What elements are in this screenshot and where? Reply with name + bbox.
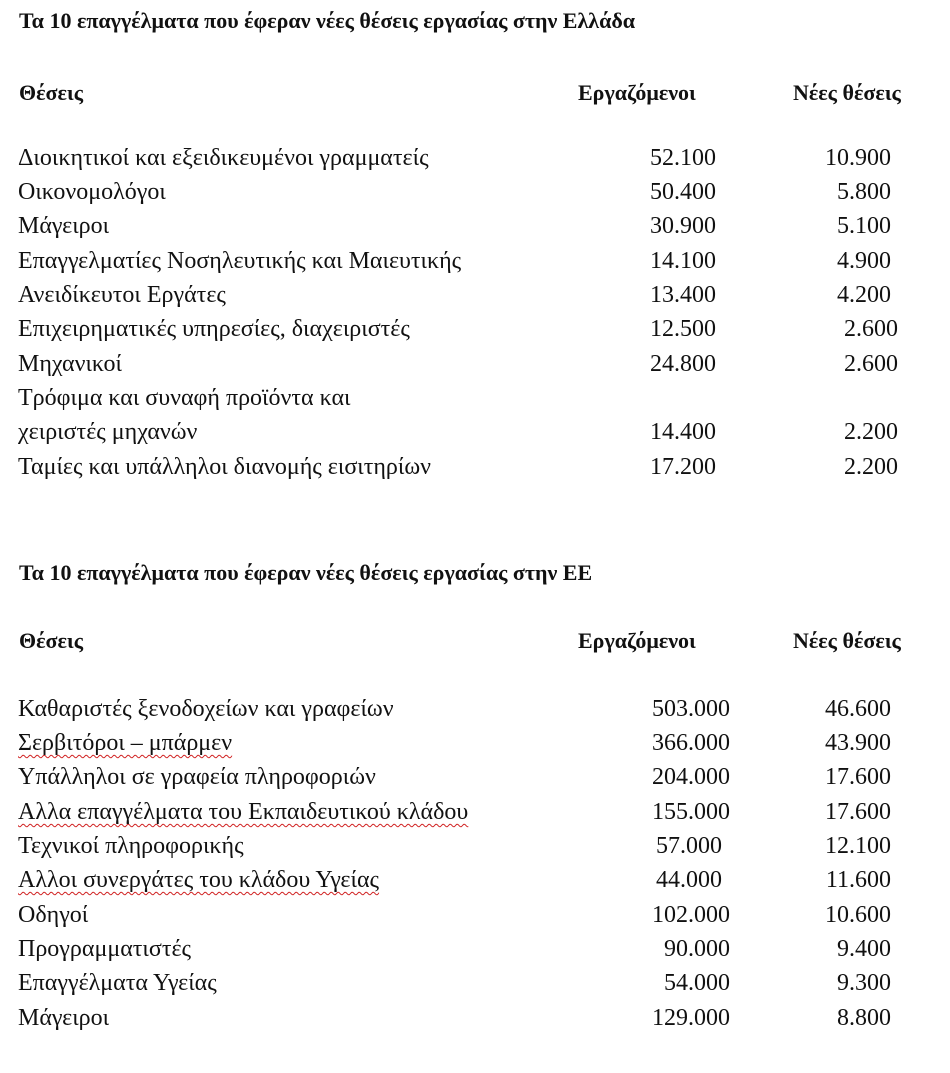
row-label: Μηχανικοί xyxy=(18,351,122,377)
employed-value: 50.400 xyxy=(650,179,716,205)
new-jobs-value: 10.900 xyxy=(825,145,891,171)
new-jobs-value: 2.600 xyxy=(844,316,898,342)
row-label: Προγραμματιστές xyxy=(18,936,192,962)
employed-value: 30.900 xyxy=(650,213,716,239)
new-jobs-value: 10.600 xyxy=(825,902,891,928)
row-label: Καθαριστές ξενοδοχείων και γραφείων xyxy=(18,696,394,722)
new-jobs-value: 2.600 xyxy=(844,351,898,377)
employed-value: 12.500 xyxy=(650,316,716,342)
column-header-new-jobs: Νέες θέσεις xyxy=(793,80,901,105)
employed-value: 17.200 xyxy=(650,454,716,480)
employed-value: 503.000 xyxy=(652,696,730,722)
employed-value: 54.000 xyxy=(664,970,730,996)
new-jobs-value: 4.900 xyxy=(837,248,891,274)
row-label: Επαγγελματίες Νοσηλευτικής και Μαιευτικής xyxy=(18,248,462,274)
column-header-new-jobs: Νέες θέσεις xyxy=(793,628,901,653)
new-jobs-value: 4.200 xyxy=(837,282,891,308)
new-jobs-value: 17.600 xyxy=(825,799,891,825)
row-label: Υπάλληλοι σε γραφεία πληροφοριών xyxy=(18,764,376,790)
new-jobs-value: 9.400 xyxy=(837,936,891,962)
employed-value: 102.000 xyxy=(652,902,730,928)
employed-value: 52.100 xyxy=(650,145,716,171)
employed-value: 13.400 xyxy=(650,282,716,308)
row-label: Διοικητικοί και εξειδικευμένοι γραμματείς xyxy=(18,145,429,171)
employed-value: 57.000 xyxy=(656,833,722,859)
new-jobs-value: 5.800 xyxy=(837,179,891,205)
section-title: Τα 10 επαγγέλματα που έφεραν νέες θέσεις εργασίας στην Ελλάδα xyxy=(19,8,636,33)
row-label: Μάγειροι xyxy=(18,213,110,239)
row-label: Επιχειρηματικές υπηρεσίες, διαχειριστές xyxy=(18,316,410,342)
new-jobs-value: 2.200 xyxy=(844,454,898,480)
row-label: Αλλοι συνεργάτες του κλάδου Υγείας xyxy=(18,867,380,893)
row-label: Μάγειροι xyxy=(18,1005,110,1031)
employed-value: 14.100 xyxy=(650,248,716,274)
employed-value: 90.000 xyxy=(664,936,730,962)
row-label-continued: χειριστές μηχανών xyxy=(18,419,198,445)
row-label: Τρόφιμα και συναφή προϊόντα και xyxy=(18,385,351,411)
new-jobs-value: 11.600 xyxy=(825,867,891,893)
new-jobs-value: 12.100 xyxy=(825,833,891,859)
employed-value: 155.000 xyxy=(652,799,730,825)
new-jobs-value: 46.600 xyxy=(825,696,891,722)
employed-value: 204.000 xyxy=(652,764,730,790)
column-header-employed: Εργαζόμενοι xyxy=(578,80,696,105)
row-label: Αλλα επαγγέλματα του Εκπαιδευτικού κλάδου xyxy=(18,799,469,825)
employed-value: 44.000 xyxy=(656,867,722,893)
new-jobs-value: 9.300 xyxy=(837,970,891,996)
column-header-employed: Εργαζόμενοι xyxy=(578,628,696,653)
employed-value: 366.000 xyxy=(652,730,730,756)
row-label: Ανειδίκευτοι Εργάτες xyxy=(18,282,226,308)
section-title: Τα 10 επαγγέλματα που έφεραν νέες θέσεις εργασίας στην ΕΕ xyxy=(19,560,593,585)
row-label: Επαγγέλματα Υγείας xyxy=(18,970,217,996)
row-label: Ταμίες και υπάλληλοι διανομής εισιτηρίων xyxy=(18,454,432,480)
employed-value: 24.800 xyxy=(650,351,716,377)
employed-value: 14.400 xyxy=(650,419,716,445)
column-header-positions: Θέσεις xyxy=(19,628,83,653)
row-label: Σερβιτόροι – μπάρμεν xyxy=(18,730,233,756)
column-header-positions: Θέσεις xyxy=(19,80,83,105)
employed-value: 129.000 xyxy=(652,1005,730,1031)
new-jobs-value: 43.900 xyxy=(825,730,891,756)
row-label: Οικονομολόγοι xyxy=(18,179,166,205)
row-label: Τεχνικοί πληροφορικής xyxy=(18,833,244,859)
row-label: Οδηγοί xyxy=(18,902,89,928)
new-jobs-value: 2.200 xyxy=(844,419,898,445)
new-jobs-value: 8.800 xyxy=(837,1005,891,1031)
new-jobs-value: 5.100 xyxy=(837,213,891,239)
new-jobs-value: 17.600 xyxy=(825,764,891,790)
